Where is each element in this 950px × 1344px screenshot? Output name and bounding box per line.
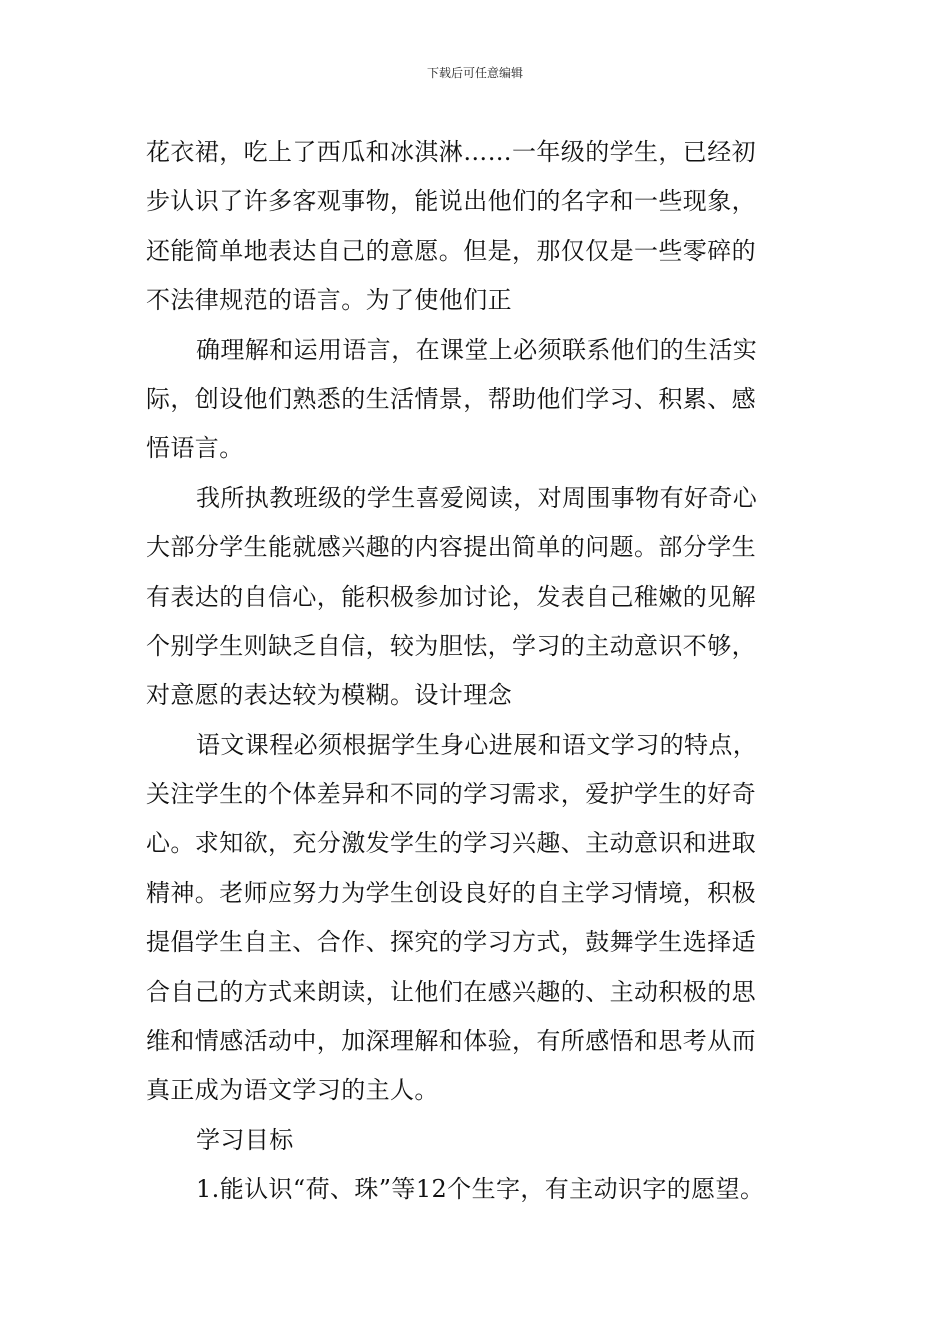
document-body [146,128,814,1215]
paragraph-start-line: 确理解和运用语言，在课堂上必须联系他们的生活实 [196,335,758,364]
text-line: 对意愿的表达较为模糊。设计理念 [146,681,512,710]
text-line: 步认识了许多客观事物，能说出他们的名字和一些现象， [146,187,756,216]
text-line: 真正成为语文学习的主人。 [146,1076,439,1105]
paragraph-start-line: 语文课程必须根据学生身心进展和语文学习的特点， [196,730,758,759]
paragraph-start-line: 我所执教班级的学生喜爱阅读，对周围事物有好奇心 [196,483,758,512]
text-line: 际，创设他们熟悉的生活情景，帮助他们学习、积累、感 [146,384,756,413]
text-line: 还能简单地表达自己的意愿。但是，那仅仅是一些零碎的 [146,236,756,265]
section-heading: 学习目标 [196,1125,294,1154]
list-item: 1.能认识“荷、珠”等12个生字，有主动识字的愿望。 [196,1175,765,1204]
text-line: 维和情感活动中，加深理解和体验，有所感悟和思考从而 [146,1027,756,1056]
text-line: 不法律规范的语言。为了使他们正 [146,286,512,315]
text-line: 悟语言。 [146,434,244,463]
text-line: 提倡学生自主、合作、探究的学习方式，鼓舞学生选择适 [146,928,756,957]
page-header: 下载后可任意编辑 [426,66,523,80]
text-line: 个别学生则缺乏自信，较为胆怯，学习的主动意识不够， [146,631,756,660]
text-line: 关注学生的个体差异和不同的学习需求，爱护学生的好奇 [146,780,756,809]
text-line: 精神。老师应努力为学生创设良好的自主学习情境，积极 [146,878,756,907]
text-line: 花衣裙，吃上了西瓜和冰淇淋……一年级的学生，已经初 [146,138,756,166]
text-line: 合自己的方式来朗读，让他们在感兴趣的、主动积极的思 [146,977,756,1006]
text-line: 有表达的自信心，能积极参加讨论，发表自己稚嫩的见解 [146,582,756,611]
text-line: 心。求知欲，充分激发学生的学习兴趣、主动意识和进取 [146,829,756,858]
text-line: 大部分学生能就感兴趣的内容提出简单的问题。部分学生 [146,533,756,562]
